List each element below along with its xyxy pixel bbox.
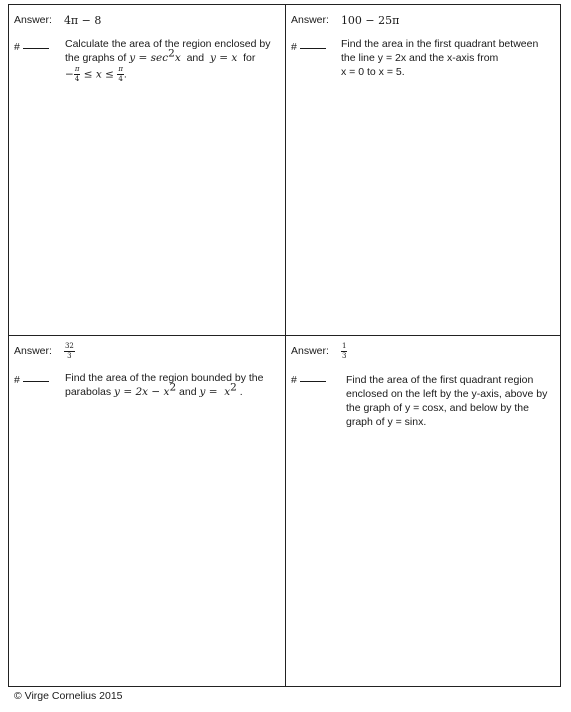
problem-line-1: Find the area of the region bounded by the: [65, 372, 264, 384]
fraction-denominator: 4: [74, 75, 80, 83]
problem-line-2: the line y = 2x and the x-axis from: [341, 52, 499, 64]
problem-text-fragment: for: [237, 52, 256, 64]
problem-text: [341, 37, 553, 79]
problem-line-3: the graph of y = cosx, and below by the: [346, 402, 529, 414]
card-number-slot: [291, 41, 326, 53]
fraction-numerator: 1: [341, 341, 347, 350]
problem-text: [65, 371, 277, 399]
math-var: x: [174, 52, 181, 64]
problem-line-1: Find the area in the first quadrant between: [341, 38, 539, 50]
math-var: x: [231, 52, 238, 64]
math-exponent: 2: [230, 381, 237, 394]
answer-label: Answer:: [14, 14, 52, 26]
math-op: ≤: [80, 68, 96, 81]
problem-line-3: x = 0 to x = 5.: [341, 66, 405, 78]
math-fraction: [117, 66, 124, 83]
problem-text-fragment: and: [180, 52, 210, 64]
answer-label: Answer:: [291, 345, 329, 357]
answer-fraction: [64, 343, 75, 360]
fraction-denominator: 4: [118, 75, 123, 83]
problem-line-2: enclosed on the left by the y-axis, above by: [346, 388, 548, 400]
math-op: ≤: [101, 68, 118, 81]
math-var: x: [95, 68, 102, 81]
problem-text: [65, 37, 277, 83]
number-blank: [300, 381, 326, 382]
problem-text-fragment: the graphs of: [65, 52, 130, 64]
math-expression: y = x: [199, 386, 231, 398]
math-var: y: [209, 52, 216, 64]
problem-line-2: [65, 47, 277, 65]
number-sign: #: [14, 41, 20, 53]
number-sign: #: [14, 374, 20, 386]
answer-row: [14, 9, 101, 31]
number-blank: [23, 381, 49, 382]
problem-line-2: [65, 381, 277, 399]
problem-line-1: Calculate the area of the region enclosed by: [65, 38, 271, 50]
fraction-numerator: 32: [64, 341, 74, 350]
fraction-denominator: 3: [67, 351, 72, 360]
number-sign: #: [291, 41, 297, 53]
math-op: −: [65, 68, 74, 81]
card-number-slot: [14, 41, 49, 53]
math-fn: sec: [150, 52, 169, 64]
number-sign: #: [291, 374, 297, 386]
copyright-footer: © Virge Cornelius 2015: [14, 690, 123, 702]
problem-line-4: graph of y = sinx.: [346, 416, 427, 428]
card-number-slot: [14, 374, 49, 386]
answer-row: [291, 9, 399, 31]
answer-value: 100 − 25π: [340, 13, 400, 27]
math-var: y: [129, 52, 136, 64]
fraction-numerator: π: [118, 65, 123, 73]
problem-line-3: [65, 66, 277, 83]
task-card-2: [286, 5, 562, 335]
problem-text-fragment: .: [236, 386, 243, 398]
number-blank: [300, 48, 326, 49]
math-exponent: 2: [168, 47, 175, 60]
answer-row: [14, 340, 75, 362]
fraction-denominator: 3: [341, 351, 347, 360]
fraction-numerator: π: [74, 65, 80, 73]
math-op: =: [135, 52, 151, 64]
card-number-slot: [291, 374, 326, 386]
task-card-1: [9, 5, 285, 335]
math-op: =: [215, 52, 232, 64]
number-blank: [23, 48, 49, 49]
answer-label: Answer:: [14, 345, 52, 357]
problem-line-1: Find the area of the first quadrant region: [346, 374, 534, 386]
task-card-4: [286, 336, 562, 688]
answer-label: Answer:: [291, 14, 329, 26]
problem-text: [346, 373, 556, 429]
math-expression: y = 2x − x: [114, 386, 170, 398]
task-card-3: [9, 336, 285, 688]
answer-value: 4π − 8: [63, 13, 102, 27]
problem-text-fragment: and: [176, 386, 200, 398]
problem-text-fragment: .: [123, 68, 127, 81]
math-exponent: 2: [169, 381, 177, 394]
task-card-sheet: [8, 4, 561, 687]
problem-text-fragment: parabolas: [65, 386, 115, 398]
answer-fraction: [341, 343, 347, 360]
answer-row: [291, 340, 347, 362]
